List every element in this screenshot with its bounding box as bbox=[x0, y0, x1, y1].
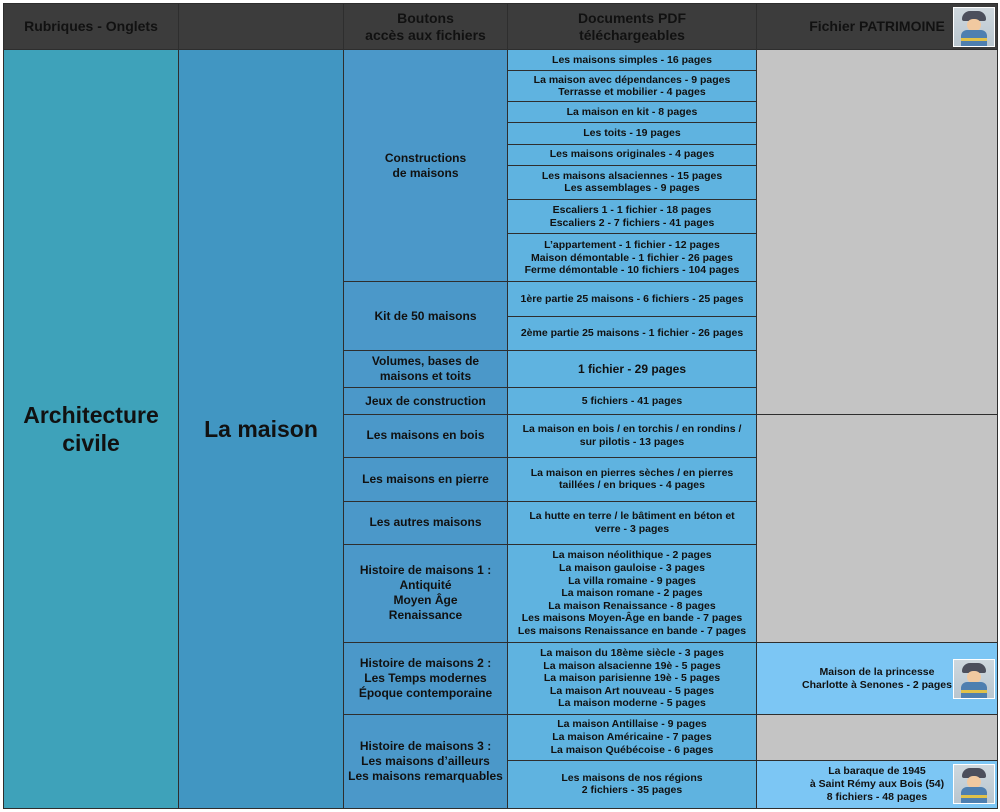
button-autres-maisons[interactable]: Les autres maisons bbox=[344, 501, 508, 544]
button-kit-50-maisons[interactable]: Kit de 50 maisons bbox=[344, 282, 508, 350]
patrimoine-link-baraque-1945[interactable]: La baraque de 1945 à Saint Rémy aux Bois (54) 8 fichiers - 48 pages bbox=[757, 760, 998, 808]
button-maisons-en-pierre[interactable]: Les maisons en pierre bbox=[344, 457, 508, 501]
patrimoine-empty bbox=[757, 50, 998, 415]
button-histoire-de-maisons-2[interactable]: Histoire de maisons 2 : Les Temps modernes Époque contemporaine bbox=[344, 642, 508, 714]
pdf-link[interactable]: La maison néolithique - 2 pages La maison gauloise - 3 pages La villa romaine - 9 pages La maison romane - 2 pages La maison Renaissance - 8 pages Les maisons Moyen-Âge en bande - 7 pages Les maisons Renaissance en bande - 7 pages bbox=[508, 545, 757, 643]
button-constructions-de-maisons[interactable]: Constructions de maisons bbox=[344, 50, 508, 282]
pdf-link[interactable]: Escaliers 1 - 1 fichier - 18 pages Escaliers 2 - 7 fichiers - 41 pages bbox=[508, 199, 757, 233]
figurine-thumbnail-icon bbox=[953, 7, 995, 47]
button-maisons-en-bois[interactable]: Les maisons en bois bbox=[344, 415, 508, 457]
pdf-link[interactable]: 2ème partie 25 maisons - 1 fichier - 26 pages bbox=[508, 316, 757, 350]
pdf-link[interactable]: La maison Antillaise - 9 pages La maison Américaine - 7 pages La maison Québécoise - 6 pages bbox=[508, 715, 757, 760]
pdf-link[interactable]: La hutte en terre / le bâtiment en béton et verre - 3 pages bbox=[508, 501, 757, 544]
header-rubriques: Rubriques - Onglets bbox=[4, 4, 179, 50]
pdf-link[interactable]: La maison en pierres sèches / en pierres taillées / en briques - 4 pages bbox=[508, 457, 757, 501]
pdf-link[interactable]: La maison en bois / en torchis / en rondins / sur pilotis - 13 pages bbox=[508, 415, 757, 457]
pdf-link[interactable]: Les maisons alsaciennes - 15 pages Les assemblages - 9 pages bbox=[508, 165, 757, 199]
pdf-link[interactable]: La maison du 18ème siècle - 3 pages La maison alsacienne 19è - 5 pages La maison parisienne 19è - 5 pages La maison Art nouveau - 5 pages La maison moderne - 5 pages bbox=[508, 642, 757, 714]
button-histoire-de-maisons-1[interactable]: Histoire de maisons 1 : Antiquité Moyen Âge Renaissance bbox=[344, 545, 508, 643]
figurine-thumbnail-icon bbox=[953, 659, 995, 699]
pdf-link[interactable]: La maison avec dépendances - 9 pages Terrasse et mobilier - 4 pages bbox=[508, 71, 757, 102]
pdf-link[interactable]: 1 fichier - 29 pages bbox=[508, 350, 757, 387]
header-empty bbox=[179, 4, 344, 50]
pdf-link[interactable]: L’appartement - 1 fichier - 12 pages Maison démontable - 1 fichier - 26 pages Ferme démontable - 10 fichiers - 104 pages bbox=[508, 234, 757, 282]
figurine-thumbnail-icon bbox=[953, 764, 995, 804]
pdf-link[interactable]: Les maisons simples - 16 pages bbox=[508, 50, 757, 71]
pdf-link[interactable]: Les toits - 19 pages bbox=[508, 123, 757, 144]
button-volumes-bases-toits[interactable]: Volumes, bases de maisons et toits bbox=[344, 350, 508, 387]
catalog-table bbox=[3, 3, 998, 809]
patrimoine-empty bbox=[757, 715, 998, 760]
pdf-link[interactable]: La maison en kit - 8 pages bbox=[508, 102, 757, 123]
header-patrimoine: Fichier PATRIMOINE bbox=[757, 4, 998, 50]
header-documents: Documents PDF téléchargeables bbox=[508, 4, 757, 50]
header-boutons: Boutons accès aux fichiers bbox=[344, 4, 508, 50]
rubrique-architecture-civile: Architecture civile bbox=[4, 50, 179, 809]
patrimoine-link-charlotte[interactable]: Maison de la princesse Charlotte à Senones - 2 pages bbox=[757, 642, 998, 714]
button-jeux-de-construction[interactable]: Jeux de construction bbox=[344, 388, 508, 415]
onglet-la-maison[interactable]: La maison bbox=[179, 50, 344, 809]
pdf-link[interactable]: Les maisons de nos régions 2 fichiers - 35 pages bbox=[508, 760, 757, 808]
patrimoine-empty bbox=[757, 415, 998, 642]
pdf-link[interactable]: Les maisons originales - 4 pages bbox=[508, 144, 757, 165]
button-histoire-de-maisons-3[interactable]: Histoire de maisons 3 : Les maisons d’ailleurs Les maisons remarquables bbox=[344, 715, 508, 809]
pdf-link[interactable]: 5 fichiers - 41 pages bbox=[508, 388, 757, 415]
pdf-link[interactable]: 1ère partie 25 maisons - 6 fichiers - 25 pages bbox=[508, 282, 757, 316]
